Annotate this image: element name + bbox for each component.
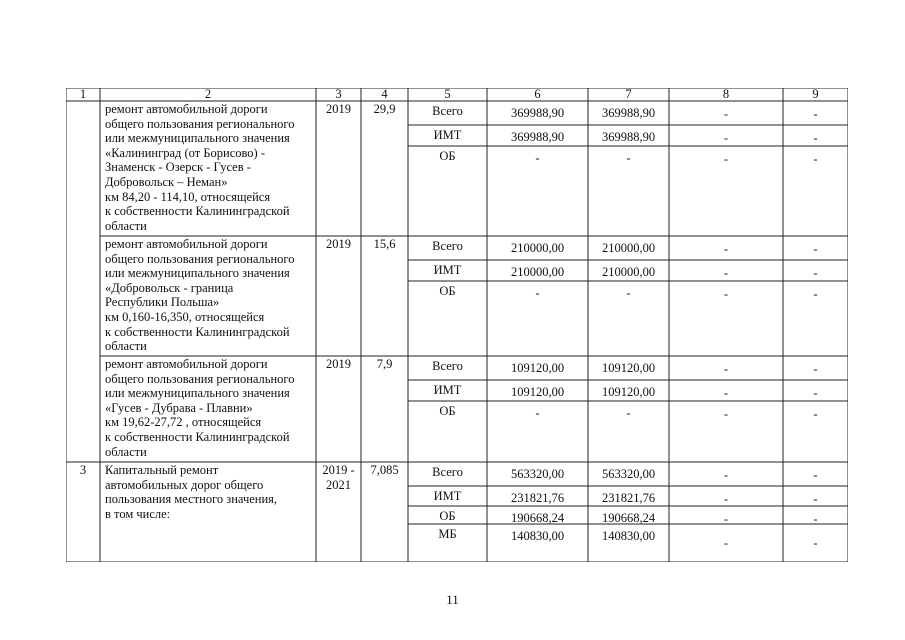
amount-col6: 563320,00 [510,467,565,481]
amount-col6: 210000,00 [510,241,565,255]
amount-col9: - [813,536,818,550]
year-cell: 2019 [326,102,351,116]
amount-col6: - [535,406,540,420]
amount-col6: 210000,00 [510,265,565,279]
amount-col7: 109120,00 [601,385,656,399]
amount-col7: 210000,00 [601,241,656,255]
header-cell: 3 [335,87,342,101]
row-number: 3 [79,463,87,477]
page-number: 11 [446,592,459,607]
amount-col8: - [723,386,729,400]
amount-col9: - [813,107,818,121]
amount-col8: - [723,512,729,526]
amount-col9: - [813,131,818,145]
work-description: Капитальный ремонт автомобильных дорог общего пользования местного значения, в том числе: [105,463,278,521]
amount-col7: 210000,00 [601,265,656,279]
amount-col6: 140830,00 [510,529,565,543]
funding-source: МБ [438,527,457,541]
amount-col8: - [723,362,729,376]
length-cell: 29,9 [373,102,396,116]
funding-source: ОБ [439,284,456,298]
work-description: ремонт автомобильной дороги общего пользования регионального или межмуниципального значения «Добровольск - граница Республики Польша» км 0,160-16,350, относящейся к собственности Калининградской области [105,237,295,354]
amount-col6: 369988,90 [510,106,565,120]
amount-col7: 140830,00 [601,529,656,543]
year-cell: 2019 [326,357,351,371]
year-cell: 2019 [326,237,351,251]
amount-col7: - [626,151,631,165]
amount-col7: 369988,90 [601,130,656,144]
amount-col7: 369988,90 [601,106,656,120]
amount-col6: 109120,00 [510,361,565,375]
amount-col6: - [535,286,540,300]
amount-col7: - [626,286,631,300]
amount-col7: 109120,00 [601,361,656,375]
funding-source: ИМТ [433,489,462,503]
amount-col8: - [723,407,729,421]
amount-col9: - [813,492,818,506]
amount-col7: 563320,00 [601,467,656,481]
work-description: ремонт автомобильной дороги общего пользования регионального или межмуниципального значения «Калининград (от Борисово) - Знаменск - Озерск - Гусев - Добровольск – Неман» км 84,20 - 114,10, относящейся к собственности Калининградской области [105,102,295,233]
amount-col9: - [813,362,818,376]
amount-col8: - [723,536,729,550]
amount-col7: - [626,406,631,420]
funding-source: Всего [432,104,463,118]
amount-col9: - [813,287,818,301]
amount-col7: 231821,76 [601,491,656,505]
amount-col8: - [723,152,729,166]
amount-col6: 190668,24 [510,511,565,525]
header-cell: 1 [79,87,87,101]
funding-source: Всего [432,359,463,373]
funding-source: ИМТ [433,383,462,397]
funding-source: Всего [432,465,463,479]
amount-col8: - [723,107,729,121]
header-cell: 6 [534,87,541,101]
header-cell: 7 [625,87,632,101]
budget-table [66,88,848,562]
amount-col9: - [813,152,818,166]
funding-source: ОБ [439,149,456,163]
amount-col6: 369988,90 [510,130,565,144]
amount-col7: 190668,24 [601,511,656,525]
amount-col6: 109120,00 [510,385,565,399]
length-cell: 7,9 [376,357,393,371]
amount-col9: - [813,468,818,482]
year-cell: 2019 - 2021 [322,463,355,492]
amount-col8: - [723,242,729,256]
amount-col9: - [813,242,818,256]
funding-source: ИМТ [433,263,462,277]
funding-source: ИМТ [433,128,462,142]
header-cell: 2 [204,87,212,101]
amount-col8: - [723,266,729,280]
header-cell: 9 [812,87,819,101]
amount-col6: 231821,76 [510,491,565,505]
funding-source: ОБ [439,509,456,523]
length-cell: 15,6 [373,237,396,251]
length-cell: 7,085 [370,463,399,477]
amount-col8: - [723,492,729,506]
header-cell: 4 [381,87,388,101]
amount-col9: - [813,512,818,526]
header-cell: 8 [722,87,730,101]
header-cell: 5 [444,87,451,101]
work-description: ремонт автомобильной дороги общего пользования регионального или межмуниципального значения «Гусев - Дубрава - Плавни» км 19,62-27,72 , относящейся к собственности Калининградской области [105,357,295,459]
funding-source: ОБ [439,404,456,418]
amount-col6: - [535,151,540,165]
amount-col8: - [723,468,729,482]
amount-col9: - [813,407,818,421]
funding-source: Всего [432,239,463,253]
amount-col8: - [723,287,729,301]
amount-col9: - [813,386,818,400]
amount-col8: - [723,131,729,145]
amount-col9: - [813,266,818,280]
